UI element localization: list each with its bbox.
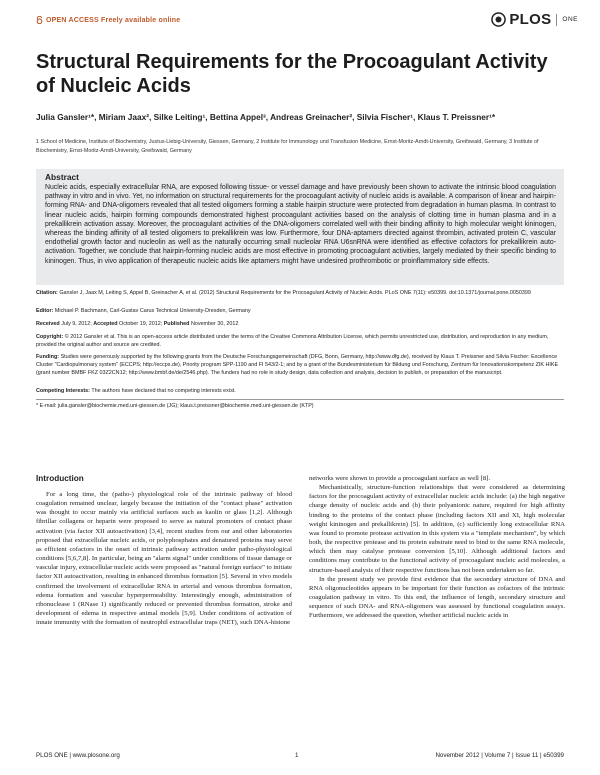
competing-label: Competing Interests: — [36, 388, 90, 394]
abstract-text: Nucleic acids, especially extracellular RNA, are exposed following tissue- or vessel damage and have previously been shown to activate the intrinsic blood coagulation pathway in vitro and in vivo. Yet, no information on structural requirements for the procoagulant activity of nucleic acids is available. A comparison of linear and hairpin-forming RNA- and DNA-oligomers revealed that all tested oligomers forming a stable hairpin structure were protected from degradation in human plasma. In contrast to linear nucleic acids, hairpin forming compounds demonstrated highest procoagulant activities based on the analysis of clotting time in human plasma and in a prekallikrein activation assay. Moreover, the procoagulant activities of the DNA-oligomers correlated well with their binding affinity to high molecular weight kininogen, whereas the binding affinity of all tested oligomers to prekallikrein was low. Furthermore, four DNA-aptamers directed against thrombin, activated protein C, vascular endothelial growth factor and nucleolin as well as the naturally occurring small nucleolar RNA U6snRNA were identified as effective cofactors for prekallikrein auto-activation. Together, we conclude that hairpin-forming nucleic acids are most effective in promoting procoagulant activities, largely mediated by their specific binding to kininogen. Thus, in vivo application of therapeutic nucleic acids like aptamers might have undesired prothrombotic or proinflammatory side effects. — [45, 184, 556, 265]
page-number: 1 — [295, 752, 299, 759]
plos-logo-icon — [491, 12, 506, 27]
copyright-line — [36, 334, 564, 350]
editor-text: Michael P. Bachmann, Carl-Gustav Carus Technical University-Dresden, Germany — [54, 308, 251, 314]
competing-text: The authors have declared that no competing interests exist. — [91, 388, 236, 394]
copyright-label: Copyright: — [36, 334, 64, 340]
editor-line — [36, 308, 564, 316]
accepted-label: Accepted — [93, 321, 118, 327]
citation-line — [36, 290, 564, 298]
author-list: Julia Gansler¹*, Miriam Jaax², Silke Leiting¹, Bettina Appel³, Andreas Greinacher², Silvia Fischer¹, Klaus T. Preissner¹* — [36, 112, 496, 122]
footer-issue: November 2012 | Volume 7 | Issue 11 | e50399 — [435, 752, 564, 759]
copyright-text: © 2012 Gansler et al. This is an open-access article distributed under the terms of the Creative Commons Attribution License, which permits unrestricted use, distribution, and reproduction in any medium, provided the original author and source are credited. — [36, 334, 549, 348]
affiliations: 1 School of Medicine, Institute of Biochemistry, Justus-Liebig-University, Giessen, Germany, 2 Institute for Immunology und Transfusion Medicine, Ernst-Moritz-Arndt-University, Greifswald, Germany, 3 Institute of Biochemistry, Ernst-Moritz-Arndt-University, Greifswald, Germany — [36, 139, 539, 154]
funding-label: Funding: — [36, 354, 60, 360]
footer-journal: PLOS ONE | www.plosone.org — [36, 752, 120, 759]
published-date: November 30, 2012 — [190, 321, 239, 327]
body-column-left — [36, 490, 292, 627]
plos-logo-text: PLOS — [509, 11, 552, 28]
open-access-icon — [36, 16, 43, 24]
competing-interests-line — [36, 388, 564, 396]
published-label: Published — [163, 321, 190, 327]
open-access-banner — [36, 16, 180, 24]
paragraph: In the present study we provide first evidence that the secondary structure of DNA and RNA oligonucleotides appears to be important for their function as cofactors of the intrinsic coagulation pathway in vitro. To this end, the influence of length, secondary structure and sequence of such DNA- and RNA-oligomers was assessed by functional coagulation assays. Furthermore, we addressed the question, whether artificial nucleic acids in — [309, 575, 565, 620]
funding-text: Studies were generously supported by the following grants from the Deutsche Forschungsgemeinschaft (DFG, Bonn, Germany, http://www.dfg.de), received by Klaus T. Preissner and Silvia Fischer: Excellence Cluster "Cardiopulmonary system" (ECCPS; http://eccps.de), Priority program SPP-1190 and FI 543/2-1; and by a grant of the Bundesministerium für Bildung und Forschung, Zentrum für Innovationskompetenz ZIK HIKE (grant number BMBF FKZ 03Z2CN12; http://www.bmbf.de/de/2546.php). The funders had no role in study design, data collection and analysis, decision to publish, or preparation of the manuscript. — [36, 354, 559, 376]
received-label: Received — [36, 321, 60, 327]
dates-line — [36, 321, 564, 329]
corresponding-email: * E-mail: julia.gansler@biochemie.med.uni-giessen.de (JG); klaus.t.preissner@biochemie.med.uni-giessen.de (KTP) — [36, 403, 314, 409]
plos-logo — [491, 11, 578, 28]
abstract-heading: Abstract — [45, 172, 79, 182]
editor-label: Editor: — [36, 308, 54, 314]
page-footer — [36, 752, 564, 764]
citation-text: Gansler J, Jaax M, Leiting S, Appel B, Greinacher A, et al. (2012) Structural Requirements for the Procoagulant Activity of Nucleic Acids. PLoS ONE 7(11): e50399. doi:10.1371/journal.pone.0050399 — [59, 290, 531, 296]
article-title: Structural Requirements for the Procoagulant Activity of Nucleic Acids — [36, 51, 548, 97]
section-heading-introduction: Introduction — [36, 474, 84, 483]
citation-label: Citation: — [36, 290, 58, 296]
funding-line — [36, 354, 564, 377]
open-access-label: OPEN ACCESS Freely available online — [46, 16, 181, 24]
divider — [36, 399, 564, 400]
accepted-date: October 19, 2012; — [119, 321, 163, 327]
paragraph: networks were shown to provide a procoagulant surface as well [8]. — [309, 475, 491, 482]
paragraph: Mechanistically, structure-function relationships that were considered as determining factors for the procoagulant activity of extracellular nucleic acids include: (a) the high negative charge density of nucleic acids and (b) their polyanionic nature, required for high affinity binding to the proteins of the contact phase (including factors XII and XI, high molecular weight kininogen and prekallikrein) [5]. In addition, (c) sufficiently long extracellular RNA was found to promote protease activation in this system via a "template mechanism", by which both, the respective protease and its protein substrate need to bind to the same RNA molecule, which then may catalyse protease conversion [5,10]. Although additional factors and conditions may contribute to the functional activity of procoagulant nucleic acid molecules, a structure-based analysis of their respective functions has not been undertaken so far. — [309, 484, 565, 574]
logo-divider — [556, 14, 557, 26]
paragraph: For a long time, the (patho-) physiological role of the intrinsic pathway of blood coagulation remained unclear, largely because the initiation of the "contact phase" activation was thought to occur mainly via artificial surfaces such as kaolin or glass [1,2]. Although fibrillar collagens or heparin were proposed to serve as natural promoters of contact phase activation (via factor XII autoactivation) [3,4], recent studies from our and other laboratories proposed that extracellular nucleic acids, or polyphosphates and denatured proteins may serve as efficient cofactors in the onset of intrinsic pathway activation under patho-physiological conditions [5,6,7,8]. In particular, being an "alarm signal" under conditions of tissue damage or vascular injury, extracellular nucleic acids were proposed as "natural foreign surface" to initiate factor XII autoactivation, resulting in enhanced thrombus formation [5]. Several in vivo models confirmed the involvement of extracellular RNA in arterial and venous thrombus formation, edema formation and vascular hyperpermeability. Interestingly enough, administration of ribonuclease 1 (RNase 1) significantly reduced or prevented thrombus formation, stroke and development of edema in respective animal models [5,9]. Under conditions of activation of innate immunity with the formation of neutrophil extracellular traps (NET), such DNA-histone — [36, 491, 292, 627]
received-date: July 9, 2012; — [61, 321, 92, 327]
plos-logo-subtext: ONE — [562, 16, 578, 23]
body-column-right — [309, 474, 565, 621]
